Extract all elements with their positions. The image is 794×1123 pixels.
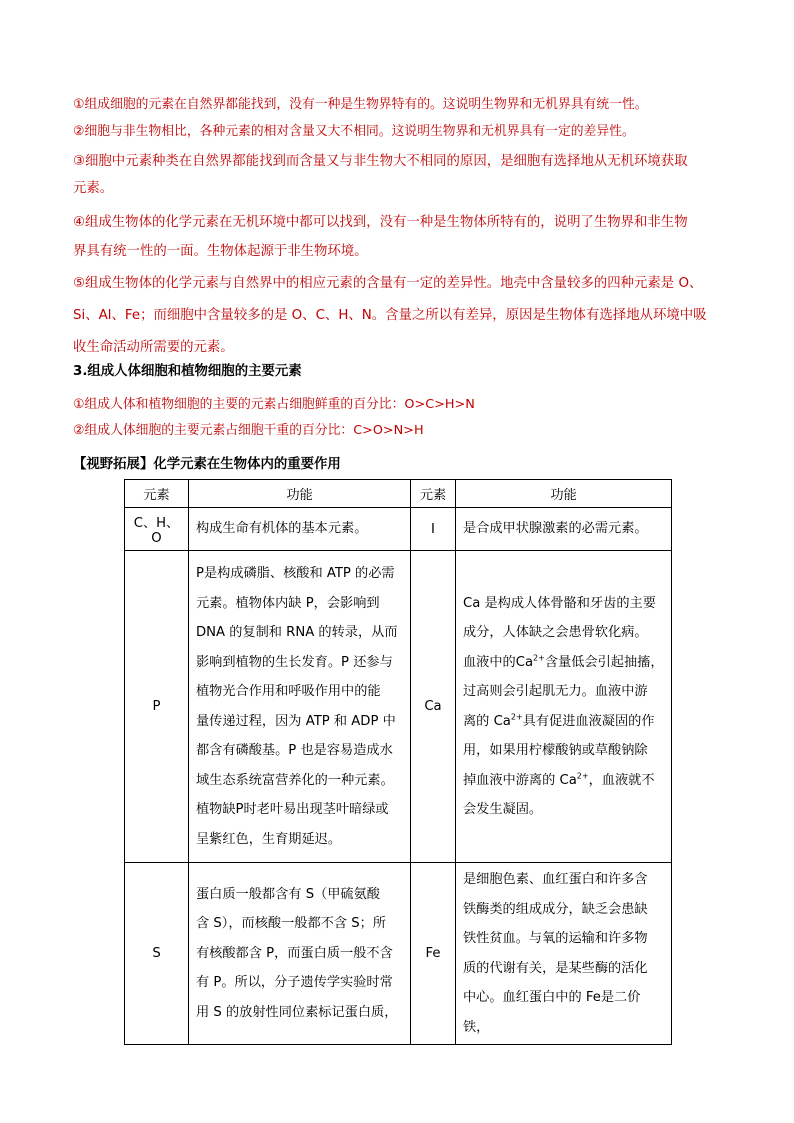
paragraph-content-l3: 收生命活动所需要的元素。 (73, 340, 234, 355)
paragraph-content-l2: Si、Al、Fe；而细胞中含量较多的是 O、C、H、N。含量之所以有差异，原因是生物体有选择地从环境中吸 (73, 308, 707, 323)
column-header: 元素 (411, 480, 456, 508)
element-cell: I (411, 508, 456, 551)
function-cell (189, 863, 411, 1045)
column-header: 功能 (189, 480, 411, 508)
text-fragment: 离的 Ca (463, 713, 511, 729)
text-line: 是细胞色素、血红蛋白和许多含 (463, 872, 648, 887)
text-line: 铁性贫血。与氧的运输和许多物 (463, 931, 648, 946)
text-line: P是构成磷脂、核酸和 ATP 的必需 (196, 566, 395, 581)
text-line: 会发生凝固。 (463, 802, 543, 817)
text-line (463, 648, 665, 678)
function-cell: 是合成甲状腺激素的必需元素。 (456, 508, 672, 551)
text-line: 量传递过程，因为 ATP 和 ADP 中 (196, 713, 396, 729)
function-cell (456, 551, 672, 863)
text-line (463, 707, 665, 737)
table-row (125, 551, 672, 863)
text-fragment: ，血液就不 (588, 772, 655, 788)
text-line: 蛋白质一般都含有 S（甲硫氨酸 (196, 886, 380, 902)
text-line: 用 S 的放射性同位素标记蛋白质， (196, 1004, 398, 1020)
text-line: 植物光合作用和呼吸作用中的能 (196, 684, 381, 699)
element-cell: Ca (411, 551, 456, 863)
text-fragment: 具有促进血液凝固的作 (522, 713, 655, 729)
text-fragment: 掉血液中游离的 Ca (463, 772, 577, 788)
paragraph-organism-l2: 界具有统一性的一面。生物体起源于非生物环境。 (73, 244, 368, 259)
function-cell (456, 863, 672, 1045)
elements-table (124, 479, 672, 1045)
text-line (463, 766, 665, 796)
paragraph-reason-l1: ③细胞中元素种类在自然界都能找到而含量又与非生物大不相同的原因，是细胞有选择地从无机环境获取 (73, 154, 688, 169)
text-line: 过高则会引起肌无力。血液中游 (463, 684, 648, 699)
column-header: 功能 (456, 480, 672, 508)
function-cell (189, 551, 411, 863)
superscript: 2+ (576, 771, 589, 781)
column-header: 元素 (125, 480, 189, 508)
text-line: 成分，人体缺之会患骨软化病。 (463, 625, 648, 640)
element-cell: Fe (411, 863, 456, 1045)
text-line: DNA 的复制和 RNA 的转录，从而 (196, 625, 398, 640)
text-line: 植物缺P时老叶易出现茎叶暗绿或 (196, 802, 389, 817)
text-line: 都含有磷酸基。P 也是容易造成水 (196, 743, 393, 758)
text-line: 铁酶类的组成成分，缺乏会患缺 (463, 901, 648, 917)
text-line: 有 P。所以，分子遗传学实验时常 (196, 975, 393, 991)
paragraph-dry-weight: ②组成人体细胞的主要元素占细胞干重的百分比：C>O>N>H (73, 423, 424, 438)
text-line: 中心。血红蛋白中的 Fe是二价铁， (463, 990, 641, 1035)
paragraph-content-l1: ⑤组成生物体的化学元素与自然界中的相应元素的含量有一定的差异性。地壳中含量较多的四种元素是 O、 (73, 276, 703, 291)
text-fragment: 含量低会引起抽搐， (544, 654, 664, 670)
element-cell: P (125, 551, 189, 863)
paragraph-unity: ①组成细胞的元素在自然界都能找到，没有一种是生物界特有的。这说明生物界和无机界具有统一性。 (73, 97, 648, 112)
text-line: 用，如果用柠檬酸钠或草酸钠除 (463, 743, 648, 758)
text-line: 有核酸都含 P，而蛋白质一般不含 (196, 945, 393, 961)
text-line: 元素。植物体内缺 P，会影响到 (196, 595, 380, 611)
extension-title: 【视野拓展】化学元素在生物体内的重要作用 (73, 457, 341, 472)
superscript: 2+ (533, 653, 545, 663)
text-line: Ca 是构成人体骨骼和牙齿的主要 (463, 595, 656, 611)
element-cell: S (125, 863, 189, 1045)
paragraph-fresh-weight: ①组成人体和植物细胞的主要的元素占细胞鲜重的百分比：O>C>H>N (73, 397, 475, 412)
function-cell: 构成生命有机体的基本元素。 (189, 508, 411, 551)
table-row (125, 508, 672, 551)
paragraph-difference: ②细胞与非生物相比，各种元素的相对含量又大不相同。这说明生物界和无机界具有一定的差异性。 (73, 124, 635, 139)
table-row (125, 863, 672, 1045)
text-line: 含 S），而核酸一般都不含 S；所 (196, 916, 386, 932)
section-heading: 3.组成人体细胞和植物细胞的主要元素 (73, 364, 302, 379)
table-header-row (125, 480, 672, 508)
text-line: 呈紫红色，生育期延迟。 (196, 831, 342, 847)
paragraph-organism-l1: ④组成生物体的化学元素在无机环境中都可以找到，没有一种是生物体所特有的，说明了生物界和非生物 (73, 215, 688, 230)
text-fragment: 血液中的Ca (463, 654, 534, 670)
element-cell: C、H、O (125, 508, 189, 551)
text-line: 域生态系统富营养化的一种元素。 (196, 772, 394, 788)
text-line: 影响到植物的生长发育。P 还参与 (196, 654, 393, 670)
superscript: 2+ (510, 712, 523, 722)
text-line: 质的代谢有关，是某些酶的活化 (463, 960, 648, 976)
paragraph-reason-l2: 元素。 (73, 181, 114, 196)
